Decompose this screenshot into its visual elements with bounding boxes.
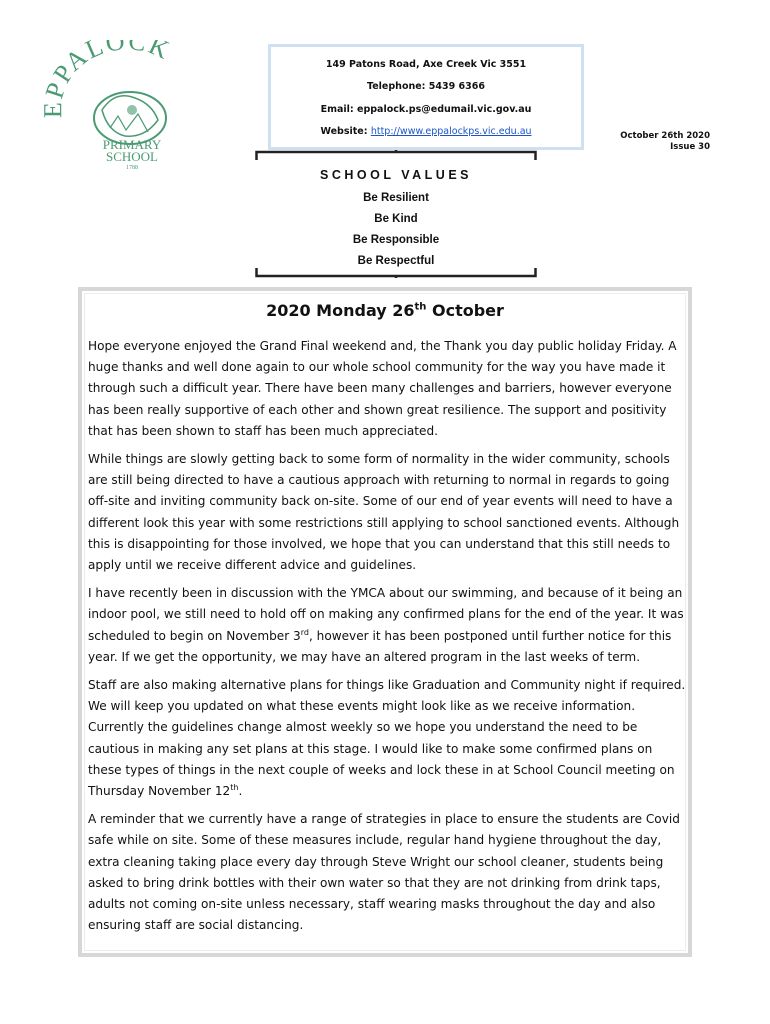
logo-name-bottom-1: PRIMARY: [102, 137, 162, 152]
paragraph: While things are slowly getting back to some form of normality in the wider community, schools are still being directed to have a cautious approach with returning to normal in regards to going off-site and inviting community back on-site. Some of our end of year events will need to have a different look this year with some restrictions still applying to school sanctioned events. Although this is disappointing for those involved, we hope that you can understand that this still needs to apply until we receive different advice and guidelines.: [88, 452, 680, 573]
issue-number: Issue 30: [670, 142, 710, 152]
contact-telephone: Telephone: 5439 6366: [367, 81, 485, 92]
paragraph: Hope everyone enjoyed the Grand Final weekend and, the Thank you day public holiday Friday. A huge thanks and well done again to our whole school community for the way you have made it through such a difficult year. There have been many challenges and barriers, however everyone has been really supportive of each other and shown great resilience. The support and positivity that has been shown to staff has been much appreciated.: [88, 339, 677, 438]
article-heading: [82, 301, 688, 320]
contact-website: [271, 126, 581, 137]
paragraph: [88, 675, 688, 802]
website-label: Website:: [320, 126, 368, 137]
contact-address: 149 Patons Road, Axe Creek Vic 3551: [325, 59, 527, 70]
website-link[interactable]: http://www.eppalockps.vic.edu.au: [370, 126, 532, 137]
ordinal: th: [230, 783, 239, 793]
article-body: [88, 336, 688, 943]
issue-date: October 26th 2020: [620, 131, 710, 141]
contact-box: [268, 44, 584, 150]
contact-email: Email: eppalock.ps@edumail.vic.gov.au: [320, 104, 532, 115]
logo-year: 1788: [126, 165, 138, 170]
paragraph-text: Staff are also making alternative plans for things like Graduation and Community night if required. We will keep you updated on what these events might look like as we receive information. Currently the guidelines change almost weekly so we hope you understand the need to be cautious in making any set plans at this stage. I would like to make some confirmed plans on these types of things in the next couple of weeks and lock these in at School Council meeting on Thursday November 12: [88, 678, 686, 799]
school-values: [255, 150, 537, 278]
paragraph: [88, 583, 688, 668]
logo-name-bottom-2: SCHOOL: [105, 149, 159, 164]
issue-info: [620, 131, 710, 153]
values-title: SCHOOL VALUES: [320, 168, 472, 182]
paragraph-text: I have recently been in discussion with the YMCA about our swimming, and because of it being an indoor pool, we still need to hold off on making any confirmed plans for the end of the year. It was scheduled to begin on November 3: [88, 586, 684, 643]
heading-month: October: [426, 301, 504, 320]
paragraph-text: .: [238, 784, 243, 799]
value-item: Be Respectful: [357, 255, 435, 267]
logo-emblem: [40, 40, 210, 170]
article-box: [78, 287, 692, 957]
value-item: Be Resilient: [363, 192, 429, 204]
ordinal: rd: [300, 627, 309, 637]
value-item: Be Kind: [374, 213, 418, 225]
value-item: Be Responsible: [352, 234, 440, 246]
paragraph: A reminder that we currently have a range of strategies in place to ensure the students are Covid safe while on site. Some of these measures include, regular hand hygiene throughout the day, extra cleaning taking place every day through Steve Wright our school cleaner, students being asked to bring drink bottles with their own water so that they are not drinking from drink taps, adults not coming on-site unless necessary, staff wearing masks throughout the day and also ensuring staff are social distancing.: [88, 812, 680, 933]
logo-name-top: EPPALOCK: [40, 40, 176, 119]
paragraph-text: , however it has been postponed until further notice for this year. If we get the opportunity, we may have an altered program in the last weeks of term.: [88, 628, 672, 664]
school-logo: [40, 40, 210, 170]
heading-date: 2020 Monday 26: [266, 301, 415, 320]
heading-ordinal: th: [414, 301, 427, 313]
